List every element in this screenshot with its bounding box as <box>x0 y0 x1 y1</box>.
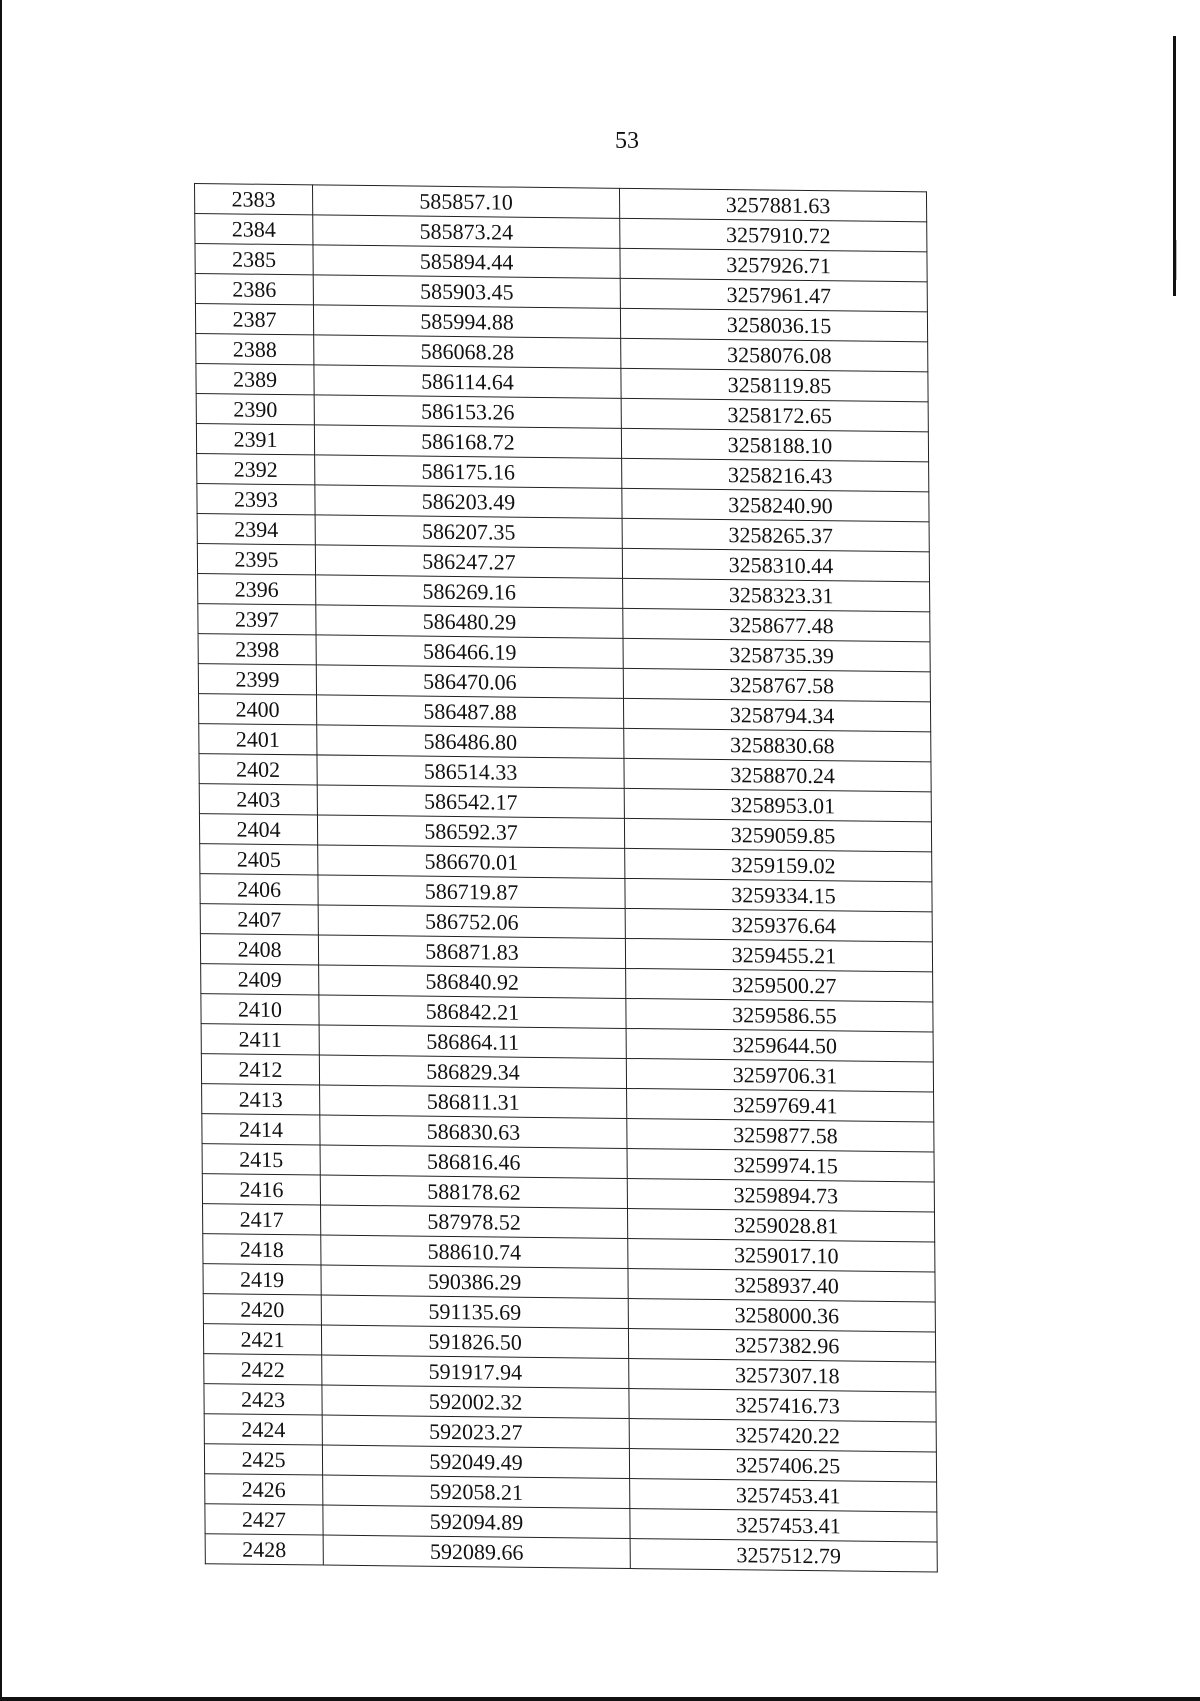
easting-cell: 586719.87 <box>318 875 625 908</box>
point-number-cell: 2420 <box>203 1294 321 1325</box>
northing-cell: 3259974.15 <box>627 1148 934 1181</box>
easting-cell: 586542.17 <box>317 785 624 818</box>
point-number-cell: 2418 <box>203 1234 321 1265</box>
point-number-cell: 2426 <box>205 1474 323 1505</box>
easting-cell: 585994.88 <box>313 305 620 338</box>
northing-cell: 3259017.10 <box>628 1238 935 1271</box>
easting-cell: 586816.46 <box>320 1145 627 1178</box>
northing-cell: 3257881.63 <box>619 188 926 221</box>
point-number-cell: 2401 <box>199 724 317 755</box>
easting-cell: 585903.45 <box>313 275 620 308</box>
table-body <box>195 184 938 1573</box>
point-number-cell: 2398 <box>198 634 316 665</box>
easting-cell: 586068.28 <box>314 335 621 368</box>
point-number-cell: 2413 <box>202 1084 320 1115</box>
northing-cell: 3259894.73 <box>627 1178 934 1211</box>
northing-cell: 3258076.08 <box>621 338 928 371</box>
point-number-cell: 2414 <box>202 1114 320 1145</box>
point-number-cell: 2400 <box>199 694 317 725</box>
page-number: 53 <box>615 128 639 154</box>
northing-cell: 3259877.58 <box>627 1118 934 1151</box>
easting-cell: 586487.88 <box>317 695 624 728</box>
northing-cell: 3258953.01 <box>624 788 931 821</box>
northing-cell: 3257416.73 <box>629 1389 936 1422</box>
point-number-cell: 2397 <box>198 604 316 635</box>
northing-cell: 3258870.24 <box>624 758 931 791</box>
point-number-cell: 2415 <box>202 1144 320 1175</box>
easting-cell: 592049.49 <box>322 1445 629 1478</box>
point-number-cell: 2425 <box>204 1444 322 1475</box>
easting-cell: 586514.33 <box>317 755 624 788</box>
easting-cell: 586670.01 <box>318 845 625 878</box>
northing-cell: 3259334.15 <box>625 878 932 911</box>
point-number-cell: 2411 <box>201 1024 319 1055</box>
easting-cell: 585873.24 <box>313 215 620 248</box>
point-number-cell: 2416 <box>202 1174 320 1205</box>
easting-cell: 586842.21 <box>319 995 626 1028</box>
northing-cell: 3258937.40 <box>628 1268 935 1301</box>
northing-cell: 3257307.18 <box>629 1359 936 1392</box>
easting-cell: 586864.11 <box>319 1025 626 1058</box>
easting-cell: 586486.80 <box>317 725 624 758</box>
point-number-cell: 2390 <box>196 394 314 425</box>
point-number-cell: 2403 <box>199 784 317 815</box>
point-number-cell: 2428 <box>205 1534 323 1565</box>
point-number-cell: 2391 <box>196 424 314 455</box>
easting-cell: 586207.35 <box>315 515 622 548</box>
point-number-cell: 2402 <box>199 754 317 785</box>
point-number-cell: 2388 <box>196 334 314 365</box>
northing-cell: 3258188.10 <box>621 428 928 461</box>
northing-cell: 3257512.79 <box>630 1539 937 1572</box>
point-number-cell: 2424 <box>204 1414 322 1445</box>
northing-cell: 3258240.90 <box>622 488 929 521</box>
easting-cell: 592094.89 <box>323 1505 630 1538</box>
easting-cell: 585894.44 <box>313 245 620 278</box>
easting-cell: 586829.34 <box>319 1055 626 1088</box>
point-number-cell: 2410 <box>201 994 319 1025</box>
northing-cell: 3258677.48 <box>623 608 930 641</box>
easting-cell: 586752.06 <box>318 905 625 938</box>
easting-cell: 591917.94 <box>322 1355 629 1388</box>
easting-cell: 591826.50 <box>321 1325 628 1358</box>
northing-cell: 3258735.39 <box>623 638 930 671</box>
northing-cell: 3257453.41 <box>630 1509 937 1542</box>
point-number-cell: 2409 <box>201 964 319 995</box>
easting-cell: 592002.32 <box>322 1385 629 1418</box>
northing-cell: 3257382.96 <box>628 1329 935 1362</box>
easting-cell: 588178.62 <box>320 1175 627 1208</box>
northing-cell: 3259028.81 <box>627 1208 934 1241</box>
easting-cell: 587978.52 <box>321 1205 628 1238</box>
point-number-cell: 2389 <box>196 364 314 395</box>
page-right-mark-faint <box>1176 240 1177 280</box>
point-number-cell: 2408 <box>200 934 318 965</box>
page-bottom-border <box>0 1697 1200 1701</box>
page-left-border <box>0 0 2 1701</box>
northing-cell: 3259059.85 <box>624 818 931 851</box>
easting-cell: 586830.63 <box>320 1115 627 1148</box>
point-number-cell: 2422 <box>204 1354 322 1385</box>
northing-cell: 3258216.43 <box>622 458 929 491</box>
easting-cell: 586203.49 <box>315 485 622 518</box>
point-number-cell: 2419 <box>203 1264 321 1295</box>
point-number-cell: 2417 <box>203 1204 321 1235</box>
easting-cell: 586114.64 <box>314 365 621 398</box>
northing-cell: 3257926.71 <box>620 248 927 281</box>
point-number-cell: 2383 <box>195 184 313 215</box>
point-number-cell: 2394 <box>197 514 315 545</box>
easting-cell: 586480.29 <box>316 605 623 638</box>
point-number-cell: 2412 <box>201 1054 319 1085</box>
easting-cell: 586269.16 <box>316 575 623 608</box>
northing-cell: 3259500.27 <box>626 968 933 1001</box>
easting-cell: 586175.16 <box>315 455 622 488</box>
easting-cell: 590386.29 <box>321 1265 628 1298</box>
point-number-cell: 2393 <box>197 484 315 515</box>
point-number-cell: 2395 <box>197 544 315 575</box>
coordinates-table-container <box>194 183 937 1573</box>
easting-cell: 591135.69 <box>321 1295 628 1328</box>
point-number-cell: 2405 <box>200 844 318 875</box>
northing-cell: 3259706.31 <box>626 1058 933 1091</box>
northing-cell: 3257453.41 <box>630 1479 937 1512</box>
easting-cell: 588610.74 <box>321 1235 628 1268</box>
coordinates-table <box>194 183 938 1573</box>
point-number-cell: 2406 <box>200 874 318 905</box>
northing-cell: 3257420.22 <box>629 1419 936 1452</box>
northing-cell: 3258830.68 <box>624 728 931 761</box>
northing-cell: 3258119.85 <box>621 368 928 401</box>
northing-cell: 3258036.15 <box>620 308 927 341</box>
easting-cell: 586466.19 <box>316 635 623 668</box>
point-number-cell: 2387 <box>195 304 313 335</box>
point-number-cell: 2421 <box>203 1324 321 1355</box>
easting-cell: 586153.26 <box>314 395 621 428</box>
northing-cell: 3258310.44 <box>622 548 929 581</box>
easting-cell: 586840.92 <box>319 965 626 998</box>
easting-cell: 592089.66 <box>323 1535 630 1568</box>
point-number-cell: 2427 <box>205 1504 323 1535</box>
point-number-cell: 2385 <box>195 244 313 275</box>
northing-cell: 3258323.31 <box>623 578 930 611</box>
northing-cell: 3257961.47 <box>620 278 927 311</box>
northing-cell: 3259376.64 <box>625 908 932 941</box>
point-number-cell: 2404 <box>199 814 317 845</box>
point-number-cell: 2423 <box>204 1384 322 1415</box>
easting-cell: 586592.37 <box>317 815 624 848</box>
point-number-cell: 2396 <box>198 574 316 605</box>
northing-cell: 3258794.34 <box>623 698 930 731</box>
northing-cell: 3259455.21 <box>625 938 932 971</box>
easting-cell: 586470.06 <box>316 665 623 698</box>
northing-cell: 3258000.36 <box>628 1298 935 1331</box>
easting-cell: 586247.27 <box>315 545 622 578</box>
point-number-cell: 2407 <box>200 904 318 935</box>
point-number-cell: 2392 <box>197 454 315 485</box>
easting-cell: 586871.83 <box>318 935 625 968</box>
point-number-cell: 2399 <box>198 664 316 695</box>
point-number-cell: 2386 <box>195 274 313 305</box>
northing-cell: 3259586.55 <box>626 998 933 1031</box>
northing-cell: 3258265.37 <box>622 518 929 551</box>
northing-cell: 3259644.50 <box>626 1028 933 1061</box>
easting-cell: 586168.72 <box>314 425 621 458</box>
northing-cell: 3259159.02 <box>625 848 932 881</box>
northing-cell: 3259769.41 <box>627 1088 934 1121</box>
northing-cell: 3258172.65 <box>621 398 928 431</box>
easting-cell: 592023.27 <box>322 1415 629 1448</box>
easting-cell: 585857.10 <box>312 185 619 218</box>
northing-cell: 3258767.58 <box>623 668 930 701</box>
easting-cell: 592058.21 <box>323 1475 630 1508</box>
northing-cell: 3257406.25 <box>629 1449 936 1482</box>
northing-cell: 3257910.72 <box>620 218 927 251</box>
easting-cell: 586811.31 <box>320 1085 627 1118</box>
point-number-cell: 2384 <box>195 214 313 245</box>
